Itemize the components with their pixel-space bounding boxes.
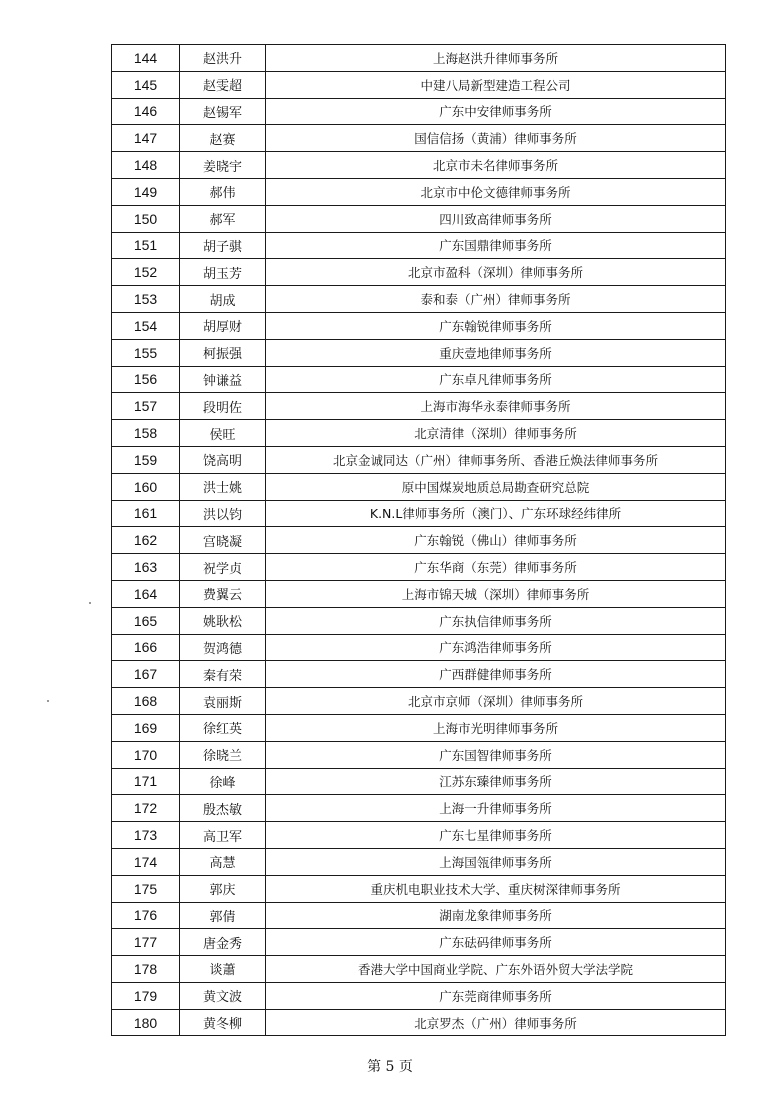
name-cell: 郭庆 [180, 875, 266, 902]
organization-cell: 中建八局新型建造工程公司 [266, 71, 726, 98]
organization-cell: 泰和泰（广州）律师事务所 [266, 286, 726, 313]
organization-cell: 上海市海华永泰律师事务所 [266, 393, 726, 420]
row-number-cell: 180 [112, 1009, 180, 1036]
organization-cell: 北京清律（深圳）律师事务所 [266, 420, 726, 447]
row-number-cell: 175 [112, 875, 180, 902]
organization-cell: 北京罗杰（广州）律师事务所 [266, 1009, 726, 1036]
name-cell: 郝伟 [180, 178, 266, 205]
table-row [112, 982, 726, 1009]
row-number-cell: 149 [112, 178, 180, 205]
organization-cell: 江苏东臻律师事务所 [266, 768, 726, 795]
row-number-cell: 159 [112, 446, 180, 473]
name-cell: 姜晓宇 [180, 152, 266, 179]
name-cell: 秦有荣 [180, 661, 266, 688]
organization-cell: 广东中安律师事务所 [266, 98, 726, 125]
name-cell: 洪士姚 [180, 473, 266, 500]
roster-table-body [112, 45, 726, 1036]
name-cell: 柯振强 [180, 339, 266, 366]
table-row [112, 554, 726, 581]
table-row [112, 500, 726, 527]
table-row [112, 366, 726, 393]
name-cell: 唐金秀 [180, 929, 266, 956]
row-number-cell: 174 [112, 848, 180, 875]
table-row [112, 205, 726, 232]
row-number-cell: 146 [112, 98, 180, 125]
row-number-cell: 163 [112, 554, 180, 581]
name-cell: 徐红英 [180, 714, 266, 741]
table-row [112, 71, 726, 98]
row-number-cell: 147 [112, 125, 180, 152]
table-row [112, 768, 726, 795]
row-number-cell: 153 [112, 286, 180, 313]
table-row [112, 661, 726, 688]
table-row [112, 822, 726, 849]
table-row [112, 902, 726, 929]
organization-cell: 上海市锦天城（深圳）律师事务所 [266, 580, 726, 607]
organization-cell: K.N.L律师事务所（澳门）、广东环球经纬律所 [266, 500, 726, 527]
row-number-cell: 152 [112, 259, 180, 286]
name-cell: 高卫军 [180, 822, 266, 849]
table-row [112, 45, 726, 72]
organization-cell: 上海一升律师事务所 [266, 795, 726, 822]
table-row [112, 688, 726, 715]
table-row [112, 956, 726, 983]
table-row [112, 795, 726, 822]
row-number-cell: 155 [112, 339, 180, 366]
name-cell: 高慧 [180, 848, 266, 875]
row-number-cell: 150 [112, 205, 180, 232]
organization-cell: 广东砝码律师事务所 [266, 929, 726, 956]
row-number-cell: 172 [112, 795, 180, 822]
organization-cell: 香港大学中国商业学院、广东外语外贸大学法学院 [266, 956, 726, 983]
name-cell: 谈蕭 [180, 956, 266, 983]
table-row [112, 607, 726, 634]
table-row [112, 875, 726, 902]
organization-cell: 北京市未名律师事务所 [266, 152, 726, 179]
row-number-cell: 168 [112, 688, 180, 715]
name-cell: 胡玉芳 [180, 259, 266, 286]
table-row [112, 152, 726, 179]
organization-cell: 原中国煤炭地质总局勘查研究总院 [266, 473, 726, 500]
row-number-cell: 171 [112, 768, 180, 795]
organization-cell: 广东七星律师事务所 [266, 822, 726, 849]
name-cell: 郭倩 [180, 902, 266, 929]
table-row [112, 420, 726, 447]
table-row [112, 312, 726, 339]
row-number-cell: 156 [112, 366, 180, 393]
name-cell: 黄文波 [180, 982, 266, 1009]
organization-cell: 广东执信律师事务所 [266, 607, 726, 634]
row-number-cell: 169 [112, 714, 180, 741]
organization-cell: 北京市盈科（深圳）律师事务所 [266, 259, 726, 286]
name-cell: 赵雯超 [180, 71, 266, 98]
row-number-cell: 157 [112, 393, 180, 420]
name-cell: 徐晓兰 [180, 741, 266, 768]
row-number-cell: 165 [112, 607, 180, 634]
name-cell: 赵洪升 [180, 45, 266, 72]
organization-cell: 上海赵洪升律师事务所 [266, 45, 726, 72]
name-cell: 胡成 [180, 286, 266, 313]
row-number-cell: 144 [112, 45, 180, 72]
organization-cell: 北京市京师（深圳）律师事务所 [266, 688, 726, 715]
page-number: 第 5 页 [367, 1059, 413, 1075]
row-number-cell: 145 [112, 71, 180, 98]
organization-cell: 广东翰锐律师事务所 [266, 312, 726, 339]
row-number-cell: 173 [112, 822, 180, 849]
table-row [112, 178, 726, 205]
organization-cell: 广东莞商律师事务所 [266, 982, 726, 1009]
name-cell: 贺鸿德 [180, 634, 266, 661]
organization-cell: 上海国瓴律师事务所 [266, 848, 726, 875]
organization-cell: 上海市光明律师事务所 [266, 714, 726, 741]
table-row [112, 259, 726, 286]
organization-cell: 湖南龙象律师事务所 [266, 902, 726, 929]
table-row [112, 1009, 726, 1036]
row-number-cell: 167 [112, 661, 180, 688]
table-row [112, 339, 726, 366]
organization-cell: 广东翰锐（佛山）律师事务所 [266, 527, 726, 554]
row-number-cell: 160 [112, 473, 180, 500]
row-number-cell: 164 [112, 580, 180, 607]
row-number-cell: 176 [112, 902, 180, 929]
table-row [112, 125, 726, 152]
organization-cell: 重庆机电职业技术大学、重庆树深律师事务所 [266, 875, 726, 902]
organization-cell: 北京市中伦文德律师事务所 [266, 178, 726, 205]
name-cell: 徐峰 [180, 768, 266, 795]
name-cell: 姚耿松 [180, 607, 266, 634]
name-cell: 钟谦益 [180, 366, 266, 393]
table-row [112, 393, 726, 420]
row-number-cell: 158 [112, 420, 180, 447]
scan-speck [89, 602, 91, 604]
table-row [112, 446, 726, 473]
organization-cell: 广东国智律师事务所 [266, 741, 726, 768]
organization-cell: 四川致高律师事务所 [266, 205, 726, 232]
name-cell: 郝军 [180, 205, 266, 232]
row-number-cell: 170 [112, 741, 180, 768]
organization-cell: 国信信扬（黄浦）律师事务所 [266, 125, 726, 152]
table-row [112, 580, 726, 607]
organization-cell: 广东国鼎律师事务所 [266, 232, 726, 259]
row-number-cell: 166 [112, 634, 180, 661]
name-cell: 侯旺 [180, 420, 266, 447]
table-row [112, 232, 726, 259]
name-cell: 费翼云 [180, 580, 266, 607]
row-number-cell: 148 [112, 152, 180, 179]
name-cell: 饶高明 [180, 446, 266, 473]
table-row [112, 848, 726, 875]
row-number-cell: 162 [112, 527, 180, 554]
table-row [112, 286, 726, 313]
name-cell: 宫晓凝 [180, 527, 266, 554]
organization-cell: 重庆壹地律师事务所 [266, 339, 726, 366]
row-number-cell: 178 [112, 956, 180, 983]
table-row [112, 473, 726, 500]
table-row [112, 98, 726, 125]
row-number-cell: 179 [112, 982, 180, 1009]
name-cell: 赵锡军 [180, 98, 266, 125]
name-cell: 祝学贞 [180, 554, 266, 581]
table-row [112, 714, 726, 741]
organization-cell: 北京金诚同达（广州）律师事务所、香港丘焕法律师事务所 [266, 446, 726, 473]
row-number-cell: 154 [112, 312, 180, 339]
name-cell: 胡子骐 [180, 232, 266, 259]
name-cell: 殷杰敏 [180, 795, 266, 822]
organization-cell: 广东卓凡律师事务所 [266, 366, 726, 393]
name-cell: 胡厚财 [180, 312, 266, 339]
table-row [112, 741, 726, 768]
organization-cell: 广东华商（东莞）律师事务所 [266, 554, 726, 581]
table-row [112, 527, 726, 554]
roster-table [111, 44, 726, 1036]
scan-speck [47, 700, 49, 702]
name-cell: 黄冬柳 [180, 1009, 266, 1036]
row-number-cell: 177 [112, 929, 180, 956]
table-row [112, 634, 726, 661]
row-number-cell: 161 [112, 500, 180, 527]
organization-cell: 广东鸿浩律师事务所 [266, 634, 726, 661]
name-cell: 段明佐 [180, 393, 266, 420]
name-cell: 洪以钧 [180, 500, 266, 527]
table-row [112, 929, 726, 956]
row-number-cell: 151 [112, 232, 180, 259]
name-cell: 赵赛 [180, 125, 266, 152]
name-cell: 袁丽斯 [180, 688, 266, 715]
organization-cell: 广西群健律师事务所 [266, 661, 726, 688]
